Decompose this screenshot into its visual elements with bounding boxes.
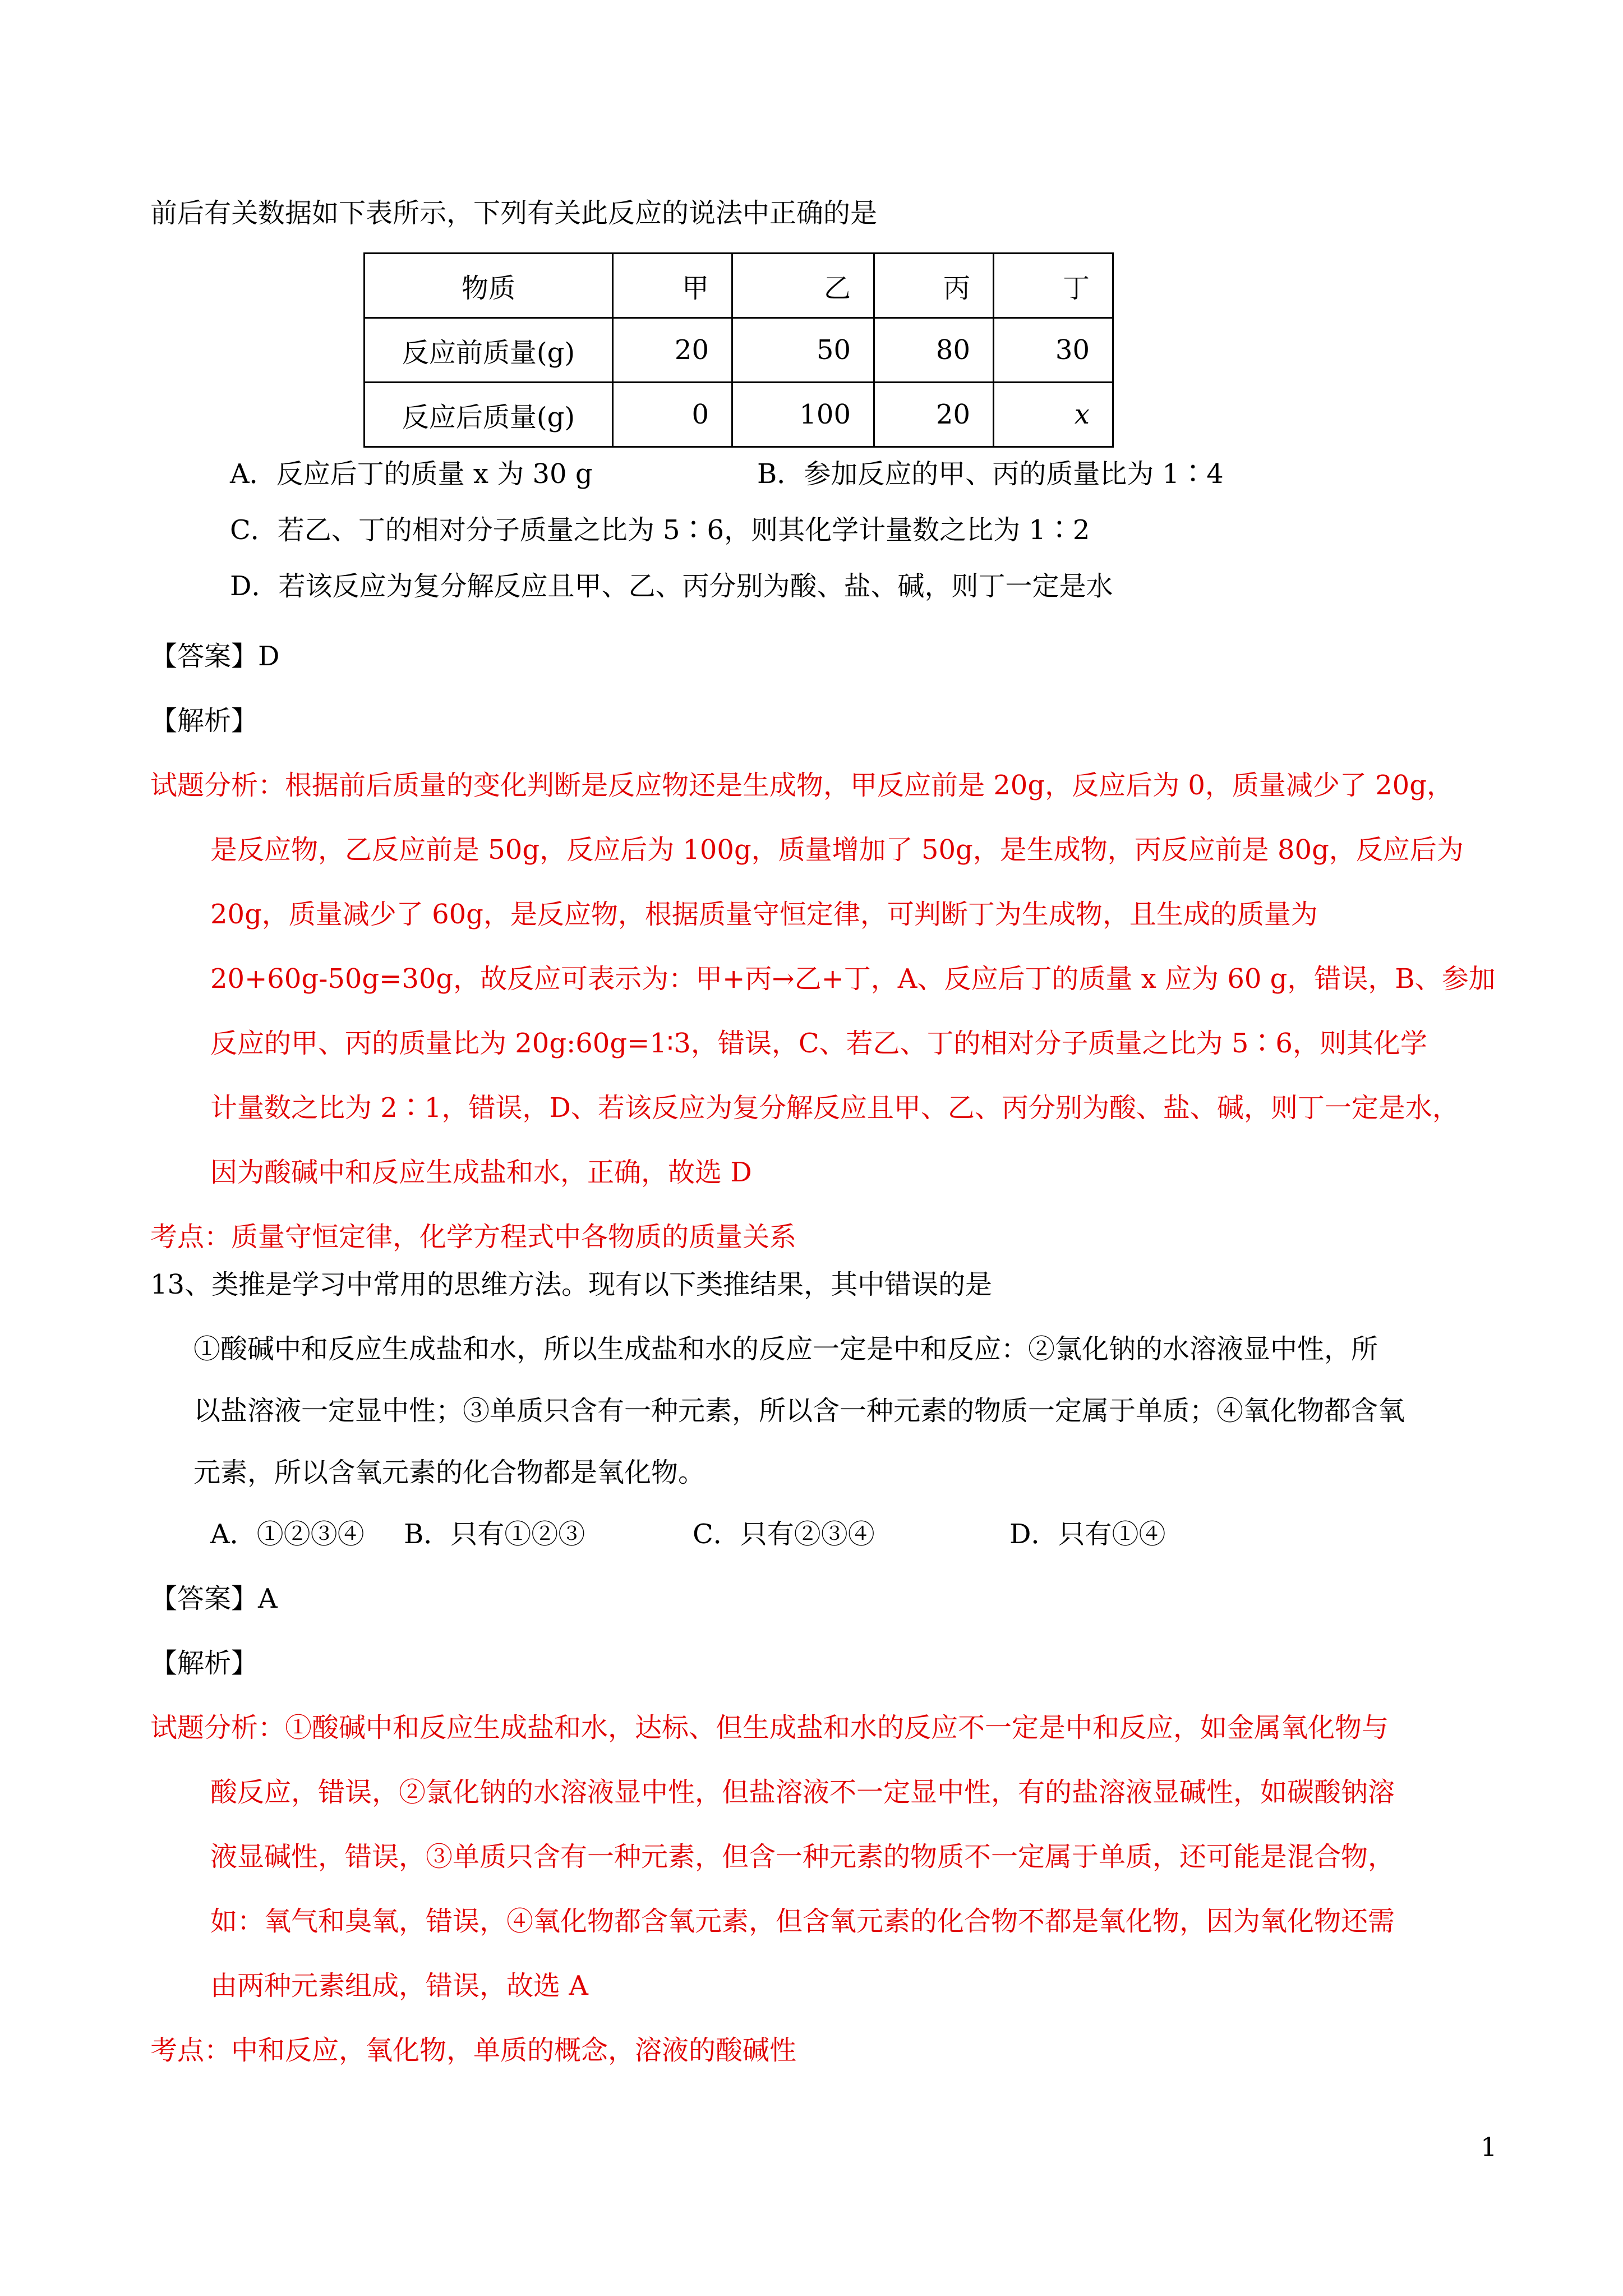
q13-analysis-line: 如：氧气和臭氧，错误，④氧化物都含氧元素，但含氧元素的化合物不都是氧化物，因为氧化物还需	[210, 1906, 1395, 1937]
q13-body-line: 以盐溶液一定显中性；③单质只含有一种元素，所以含一种元素的物质一定属于单质；④氧化物都含氧	[193, 1395, 1405, 1427]
q13-option-a: A．①②③④	[210, 1519, 365, 1550]
q13-option-b: B．只有①②③	[404, 1519, 585, 1550]
table-row	[365, 318, 1113, 383]
table-cell: x	[994, 383, 1113, 447]
table-cell: 反应前质量(g)	[365, 318, 613, 383]
q12-option-a: A．反应后丁的质量 x 为 30 g	[230, 458, 593, 490]
q13-analysis-line: 酸反应，错误，②氯化钠的水溶液显中性，但盐溶液不一定显中性，有的盐溶液显碱性，如碳酸钠溶	[210, 1777, 1395, 1808]
table-header-cell: 物质	[365, 254, 613, 318]
q12-option-b: B．参加反应的甲、丙的质量比为 1∶4	[757, 458, 1224, 490]
q13-analysis-line: 由两种元素组成，错误，故选 A	[210, 1970, 588, 2001]
data-table	[363, 252, 1114, 448]
q12-option-c: C．若乙、丁的相对分子质量之比为 5∶6，则其化学计量数之比为 1∶2	[230, 514, 1090, 546]
q12-analysis-label: 【解析】	[150, 705, 259, 737]
table-cell: 20	[613, 318, 732, 383]
q12-option-d: D．若该反应为复分解反应且甲、乙、丙分别为酸、盐、碱，则丁一定是水	[230, 570, 1113, 602]
table-header-cell: 丁	[994, 254, 1113, 318]
q13-analysis-label: 【解析】	[150, 1648, 259, 1679]
q12-analysis-line: 反应的甲、丙的质量比为 20g:60g=1∶3，错误，C、若乙、丁的相对分子质量之比为 5∶6，则其化学	[210, 1028, 1427, 1059]
q12-kaodian: 考点：质量守恒定律，化学方程式中各物质的质量关系	[150, 1221, 797, 1253]
table-header-cell: 甲	[613, 254, 732, 318]
q12-answer: 【答案】D	[150, 641, 280, 672]
q12-analysis-line: 是反应物，乙反应前是 50g，反应后为 100g，质量增加了 50g，是生成物，丙反应前是 80g，反应后为	[210, 834, 1464, 866]
q13-body-line: ①酸碱中和反应生成盐和水，所以生成盐和水的反应一定是中和反应：②氯化钠的水溶液显中性，所	[193, 1333, 1378, 1365]
table-header-cell: 乙	[732, 254, 874, 318]
table-header-cell: 丙	[874, 254, 994, 318]
table-cell: 0	[613, 383, 732, 447]
q12-analysis-line: 20+60g-50g=30g，故反应可表示为：甲+丙→乙+丁，A、反应后丁的质量 x 应为 60 g，错误，B、参加	[210, 963, 1496, 995]
q13-kaodian: 考点：中和反应，氧化物，单质的概念，溶液的酸碱性	[150, 2035, 797, 2066]
table-cell: 20	[874, 383, 994, 447]
table-row	[365, 383, 1113, 447]
q13-answer: 【答案】A	[150, 1583, 278, 1614]
table-cell: 100	[732, 383, 874, 447]
q12-analysis-line: 因为酸碱中和反应生成盐和水，正确，故选 D	[210, 1157, 752, 1188]
q13-analysis-line: 液显碱性，错误，③单质只含有一种元素，但含一种元素的物质不一定属于单质，还可能是混合物，	[210, 1841, 1395, 1872]
table-cell: 80	[874, 318, 994, 383]
page-number: 1	[1481, 2132, 1497, 2162]
q13-option-d: D．只有①④	[1009, 1519, 1166, 1550]
table-cell: 反应后质量(g)	[365, 383, 613, 447]
table-header-row	[365, 254, 1113, 318]
table-cell: 30	[994, 318, 1113, 383]
q13-body-line: 元素，所以含氧元素的化合物都是氧化物。	[193, 1457, 706, 1488]
q12-analysis-line: 20g，质量减少了 60g，是反应物，根据质量守恒定律，可判断丁为生成物，且生成的质量为	[210, 899, 1318, 930]
q13-option-c: C．只有②③④	[693, 1519, 875, 1550]
q13-analysis-line: 试题分析：①酸碱中和反应生成盐和水，达标、但生成盐和水的反应不一定是中和反应，如金属氧化物与	[150, 1712, 1389, 1743]
q13-stem: 13、类推是学习中常用的思维方法。现有以下类推结果，其中错误的是	[150, 1269, 993, 1300]
q12-analysis-line: 计量数之比为 2∶1，错误，D、若该反应为复分解反应且甲、乙、丙分别为酸、盐、碱，则丁一定是水，	[210, 1092, 1459, 1124]
table-cell: 50	[732, 318, 874, 383]
q12-analysis-line: 试题分析：根据前后质量的变化判断是反应物还是生成物，甲反应前是 20g，反应后为 0，质量减少了 20g，	[150, 770, 1454, 801]
intro-text: 前后有关数据如下表所示，下列有关此反应的说法中正确的是	[150, 197, 878, 229]
